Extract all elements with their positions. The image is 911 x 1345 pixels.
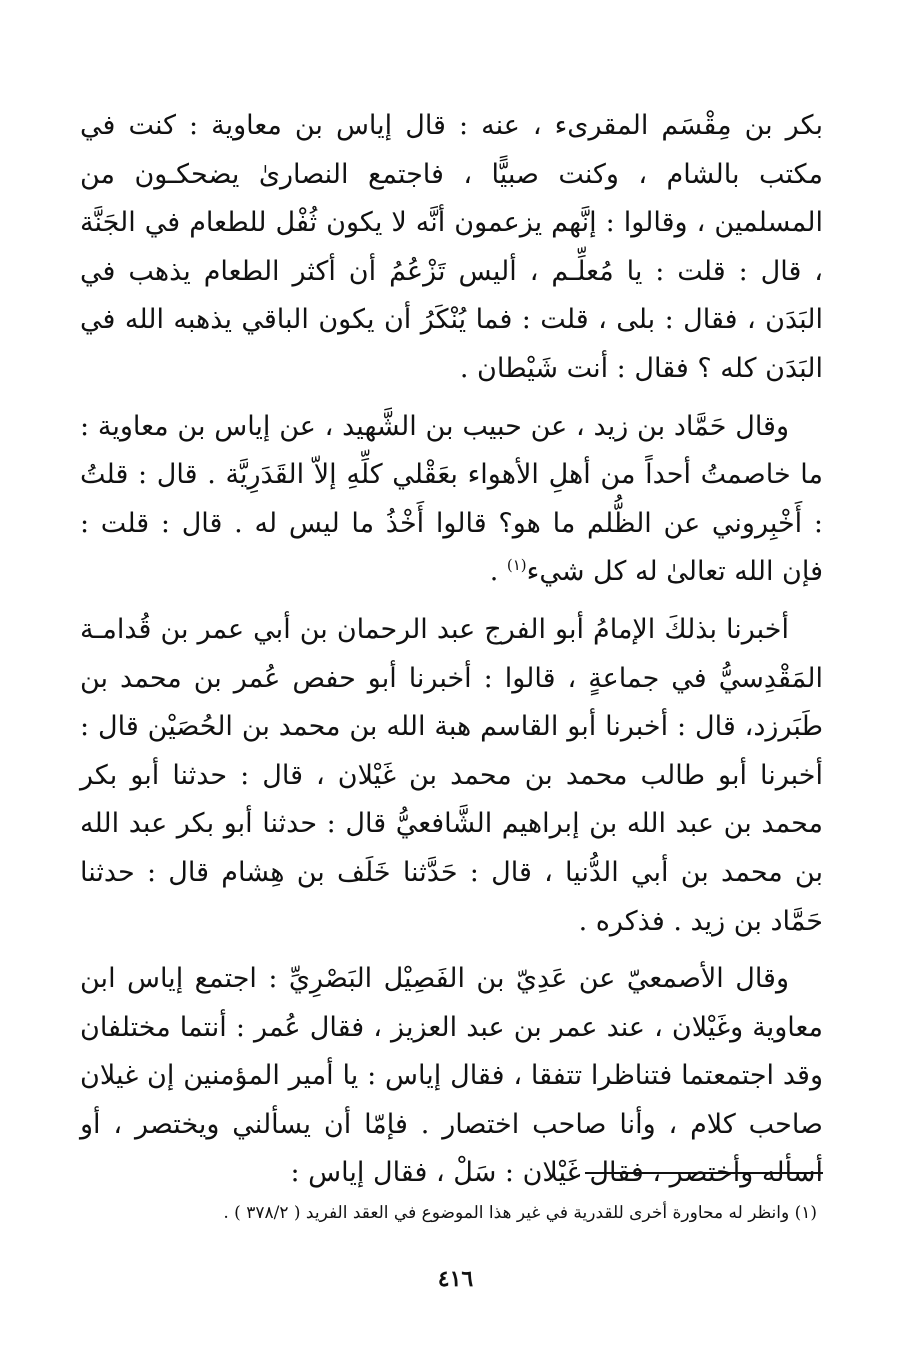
footnote-separator [585,1172,823,1174]
paragraph-2-text: وقال حَمَّاد بن زيد ، عن حبيب بن الشَّهيد ، عن إياس بن معاوية : ما خاصمتُ أحداً من أهلِ الأهواء بعَقْلي كلِّهِ إلاّ القَدَرِيَّة . قال : قلتُ : أَخْبِروني عن الظُّلم ما هو؟ قالوا أَخْذُ ما ليس له . قال : قلت : فإن الله تعالىٰ له كل شيء [80,410,823,588]
paragraph-2 [80,403,823,597]
paragraph-3: أخبرنا بذلكَ الإمامُ أبو الفرج عبد الرحمان بن أبي عمر بن قُدامـة المَقْدِسيُّ في جماعةٍ ، قالوا : أخبرنا أبو حفص عُمر بن محمد بن طَبَرزد، قال : أخبرنا أبو القاسم هبة الله بن محمد بن الحُصَيْن قال : أخبرنا أبو طالب محمد بن محمد بن غَيْلان ، قال : حدثنا أبو بكر محمد بن عبد الله بن إبراهيم الشَّافعيُّ قال : حدثنا أبو بكر عبد الله بن محمد بن أبي الدُّنيا ، قال : حَدَّثنا خَلَف بن هِشام قال : حدثنا حَمَّاد بن زيد . فذكره . [80,613,823,937]
paragraph-1: بكر بن مِقْسَم المقرىء ، عنه : قال إياس بن معاوية : كنت في مكتب بالشام ، وكنت صبيًّا ، فاجتمع النصارىٰ يضحكـون من المسلمين ، وقالوا : إنَّهم يزعمون أنَّه لا يكون ثُفْل للطعام في الجَنَّة ، قال : قلت : يا مُعلِّـم ، أليس تَزْعُمُ أن أكثر الطعام يذهب في البَدَن ، فقال : بلى ، قلت : فما يُنْكَرُ أن يكون الباقي يذهبه الله في البَدَن كله ؟ فقال : أنت شَيْطان . [80,110,823,384]
footnote: (١) وانظر له محاورة أخرى للقدرية في غير هذا الموضوع في العقد الفريد ( ٣٧٨/٢ ) . [223,1203,817,1223]
page-number: ٤١٦ [437,1266,474,1292]
footnote-marker: (١) [506,556,527,575]
paragraph-2-end: . [489,556,507,588]
paragraph-4: وقال الأصمعيّ عن عَدِيّ بن الفَصِيْل البَصْرِيِّ : اجتمع إياس ابن معاوية وغَيْلان ، عند عمر بن عبد العزيز ، فقال عُمر : أنتما مختلفان وقد اجتمعتما فتناظرا تتفقا ، فقال إياس : يا أمير المؤمنين إن غيلان صاحب كلام ، وأنا صاحب اختصار . فإمّا أن يسألني ويختصر ، أو أسأله وأختصر ، فقال غَيْلان : سَلْ ، فقال إياس : [80,963,823,1189]
page-body [80,102,823,1198]
